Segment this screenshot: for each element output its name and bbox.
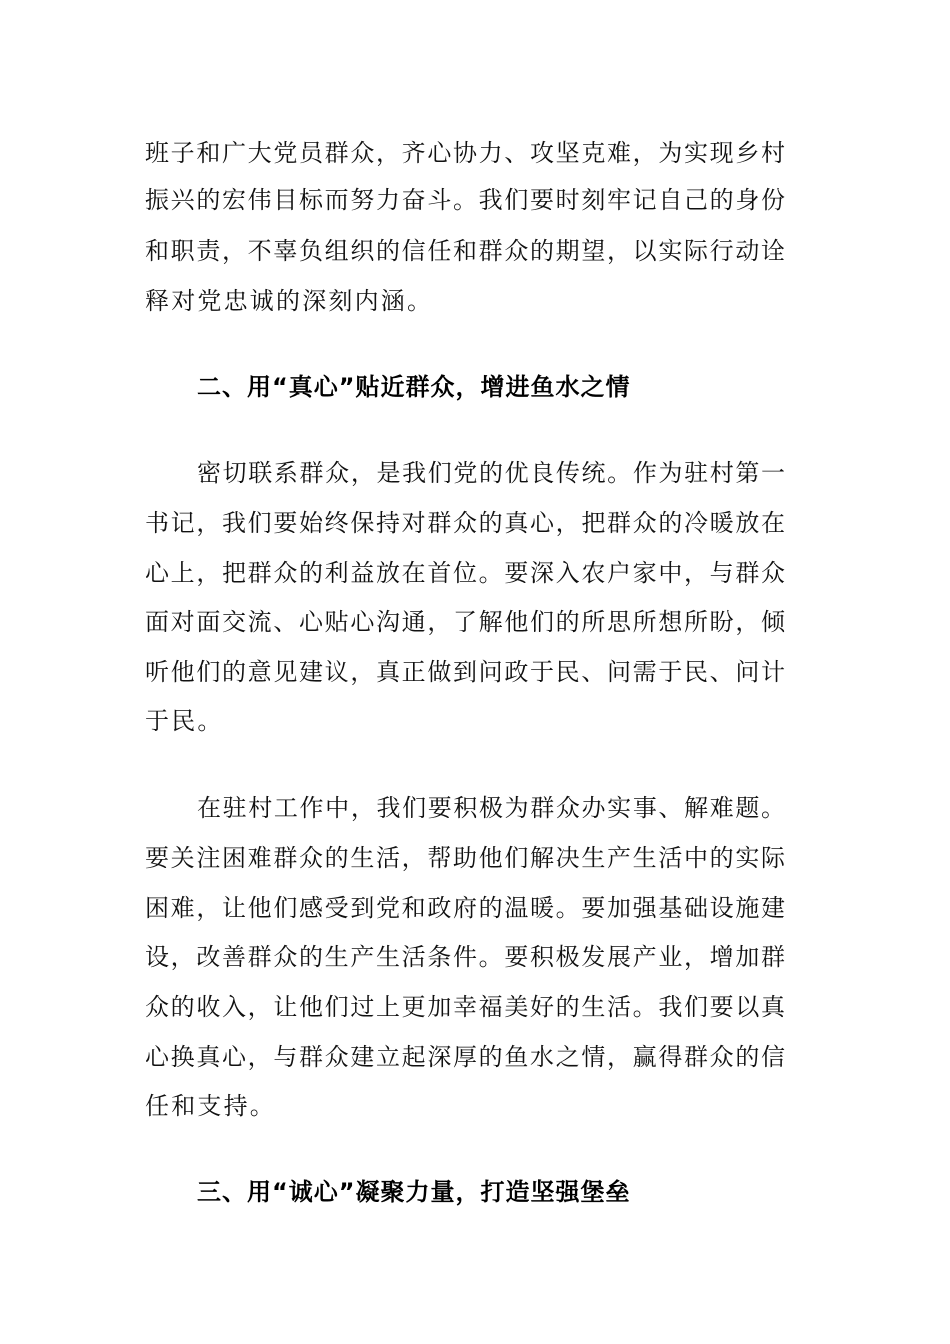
paragraph-line: 在驻村工作中，我们要积极为群众办实事、解难题。 (197, 794, 785, 822)
paragraph-line: 书记，我们要始终保持对群众的真心，把群众的冷暖放在 (145, 509, 785, 537)
paragraph-line: 心换真心，与群众建立起深厚的鱼水之情，赢得群众的信 (145, 1043, 785, 1071)
section-heading: 三、用“诚心”凝聚力量，打造坚强堡垒 (197, 1178, 631, 1206)
section-heading: 二、用“真心”贴近群众，增进鱼水之情 (197, 373, 631, 401)
paragraph-line: 听他们的意见建议，真正做到问政于民、问需于民、问计 (145, 658, 785, 686)
paragraph-line: 要关注困难群众的生活，帮助他们解决生产生活中的实际 (145, 844, 785, 872)
paragraph-line: 任和支持。 (145, 1092, 276, 1120)
paragraph-line: 困难，让他们感受到党和政府的温暖。要加强基础设施建 (145, 894, 785, 922)
paragraph-line: 密切联系群众，是我们党的优良传统。作为驻村第一 (197, 459, 785, 487)
paragraph-line: 众的收入，让他们过上更加幸福美好的生活。我们要以真 (145, 993, 785, 1021)
paragraph-line: 和职责，不辜负组织的信任和群众的期望，以实际行动诠 (145, 237, 785, 265)
paragraph-line: 面对面交流、心贴心沟通，了解他们的所思所想所盼，倾 (145, 608, 785, 636)
paragraph-line: 班子和广大党员群众，齐心协力、攻坚克难，为实现乡村 (145, 139, 785, 167)
paragraph-line: 于民。 (145, 707, 224, 735)
paragraph-line: 设，改善群众的生产生活条件。要积极发展产业，增加群 (145, 943, 785, 971)
paragraph-line: 心上，把群众的利益放在首位。要深入农户家中，与群众 (145, 559, 785, 587)
paragraph-line: 释对党忠诚的深刻内涵。 (145, 287, 434, 315)
paragraph-line: 振兴的宏伟目标而努力奋斗。我们要时刻牢记自己的身份 (145, 186, 785, 214)
